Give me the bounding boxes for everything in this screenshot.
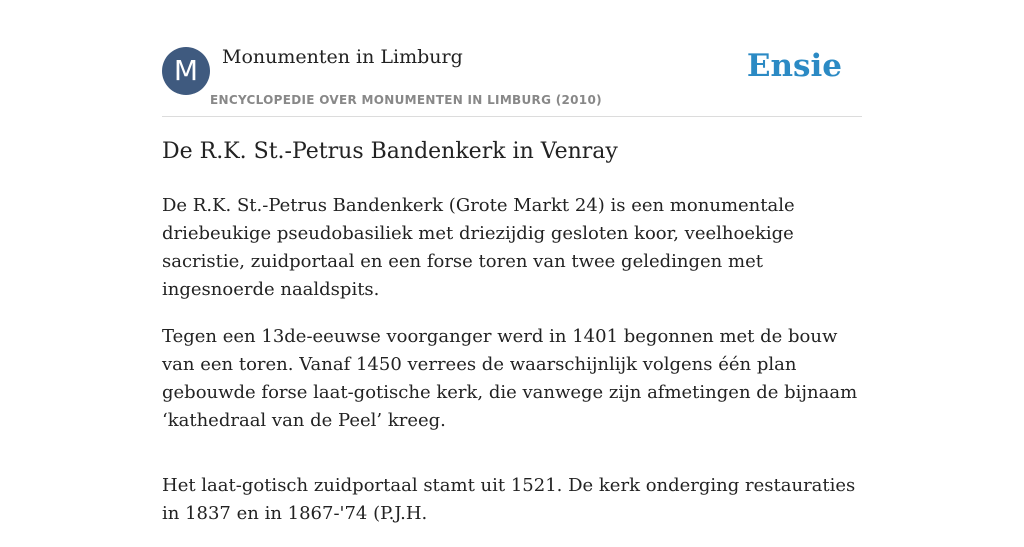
source-subtitle: ENCYCLOPEDIE OVER MONUMENTEN IN LIMBURG (2010) <box>210 93 602 107</box>
source-header <box>162 44 862 117</box>
brand-logo[interactable]: Ensie <box>746 48 842 84</box>
avatar: M <box>162 47 210 95</box>
paragraph: Het laat-gotisch zuidportaal stamt uit 1521. De kerk onderging restauraties in 1837 en in 1867-'74 (P.J.H. <box>162 475 856 524</box>
paragraph: De R.K. St.-Petrus Bandenkerk (Grote Markt 24) is een monumentale driebeukige pseudobasiliek met driezijdig gesloten koor, veelhoekige sacristie, zuidportaal en een forse toren van twee geledingen met ingesnoerde naaldspits. <box>162 195 795 300</box>
paragraph: Tegen een 13de-eeuwse voorganger werd in 1401 begonnen met de bouw van een toren. Vanaf 1450 verrees de waarschijnlijk volgens één plan gebouwde forse laat-gotische kerk, die vanwege zijn afmetingen de bijnaam ‘kathedraal van de Peel’ kreeg. <box>162 326 858 431</box>
article-body <box>162 192 866 547</box>
page-title: De R.K. St.-Petrus Bandenkerk in Venray <box>162 139 618 164</box>
source-title-link[interactable]: Monumenten in Limburg <box>222 46 463 68</box>
